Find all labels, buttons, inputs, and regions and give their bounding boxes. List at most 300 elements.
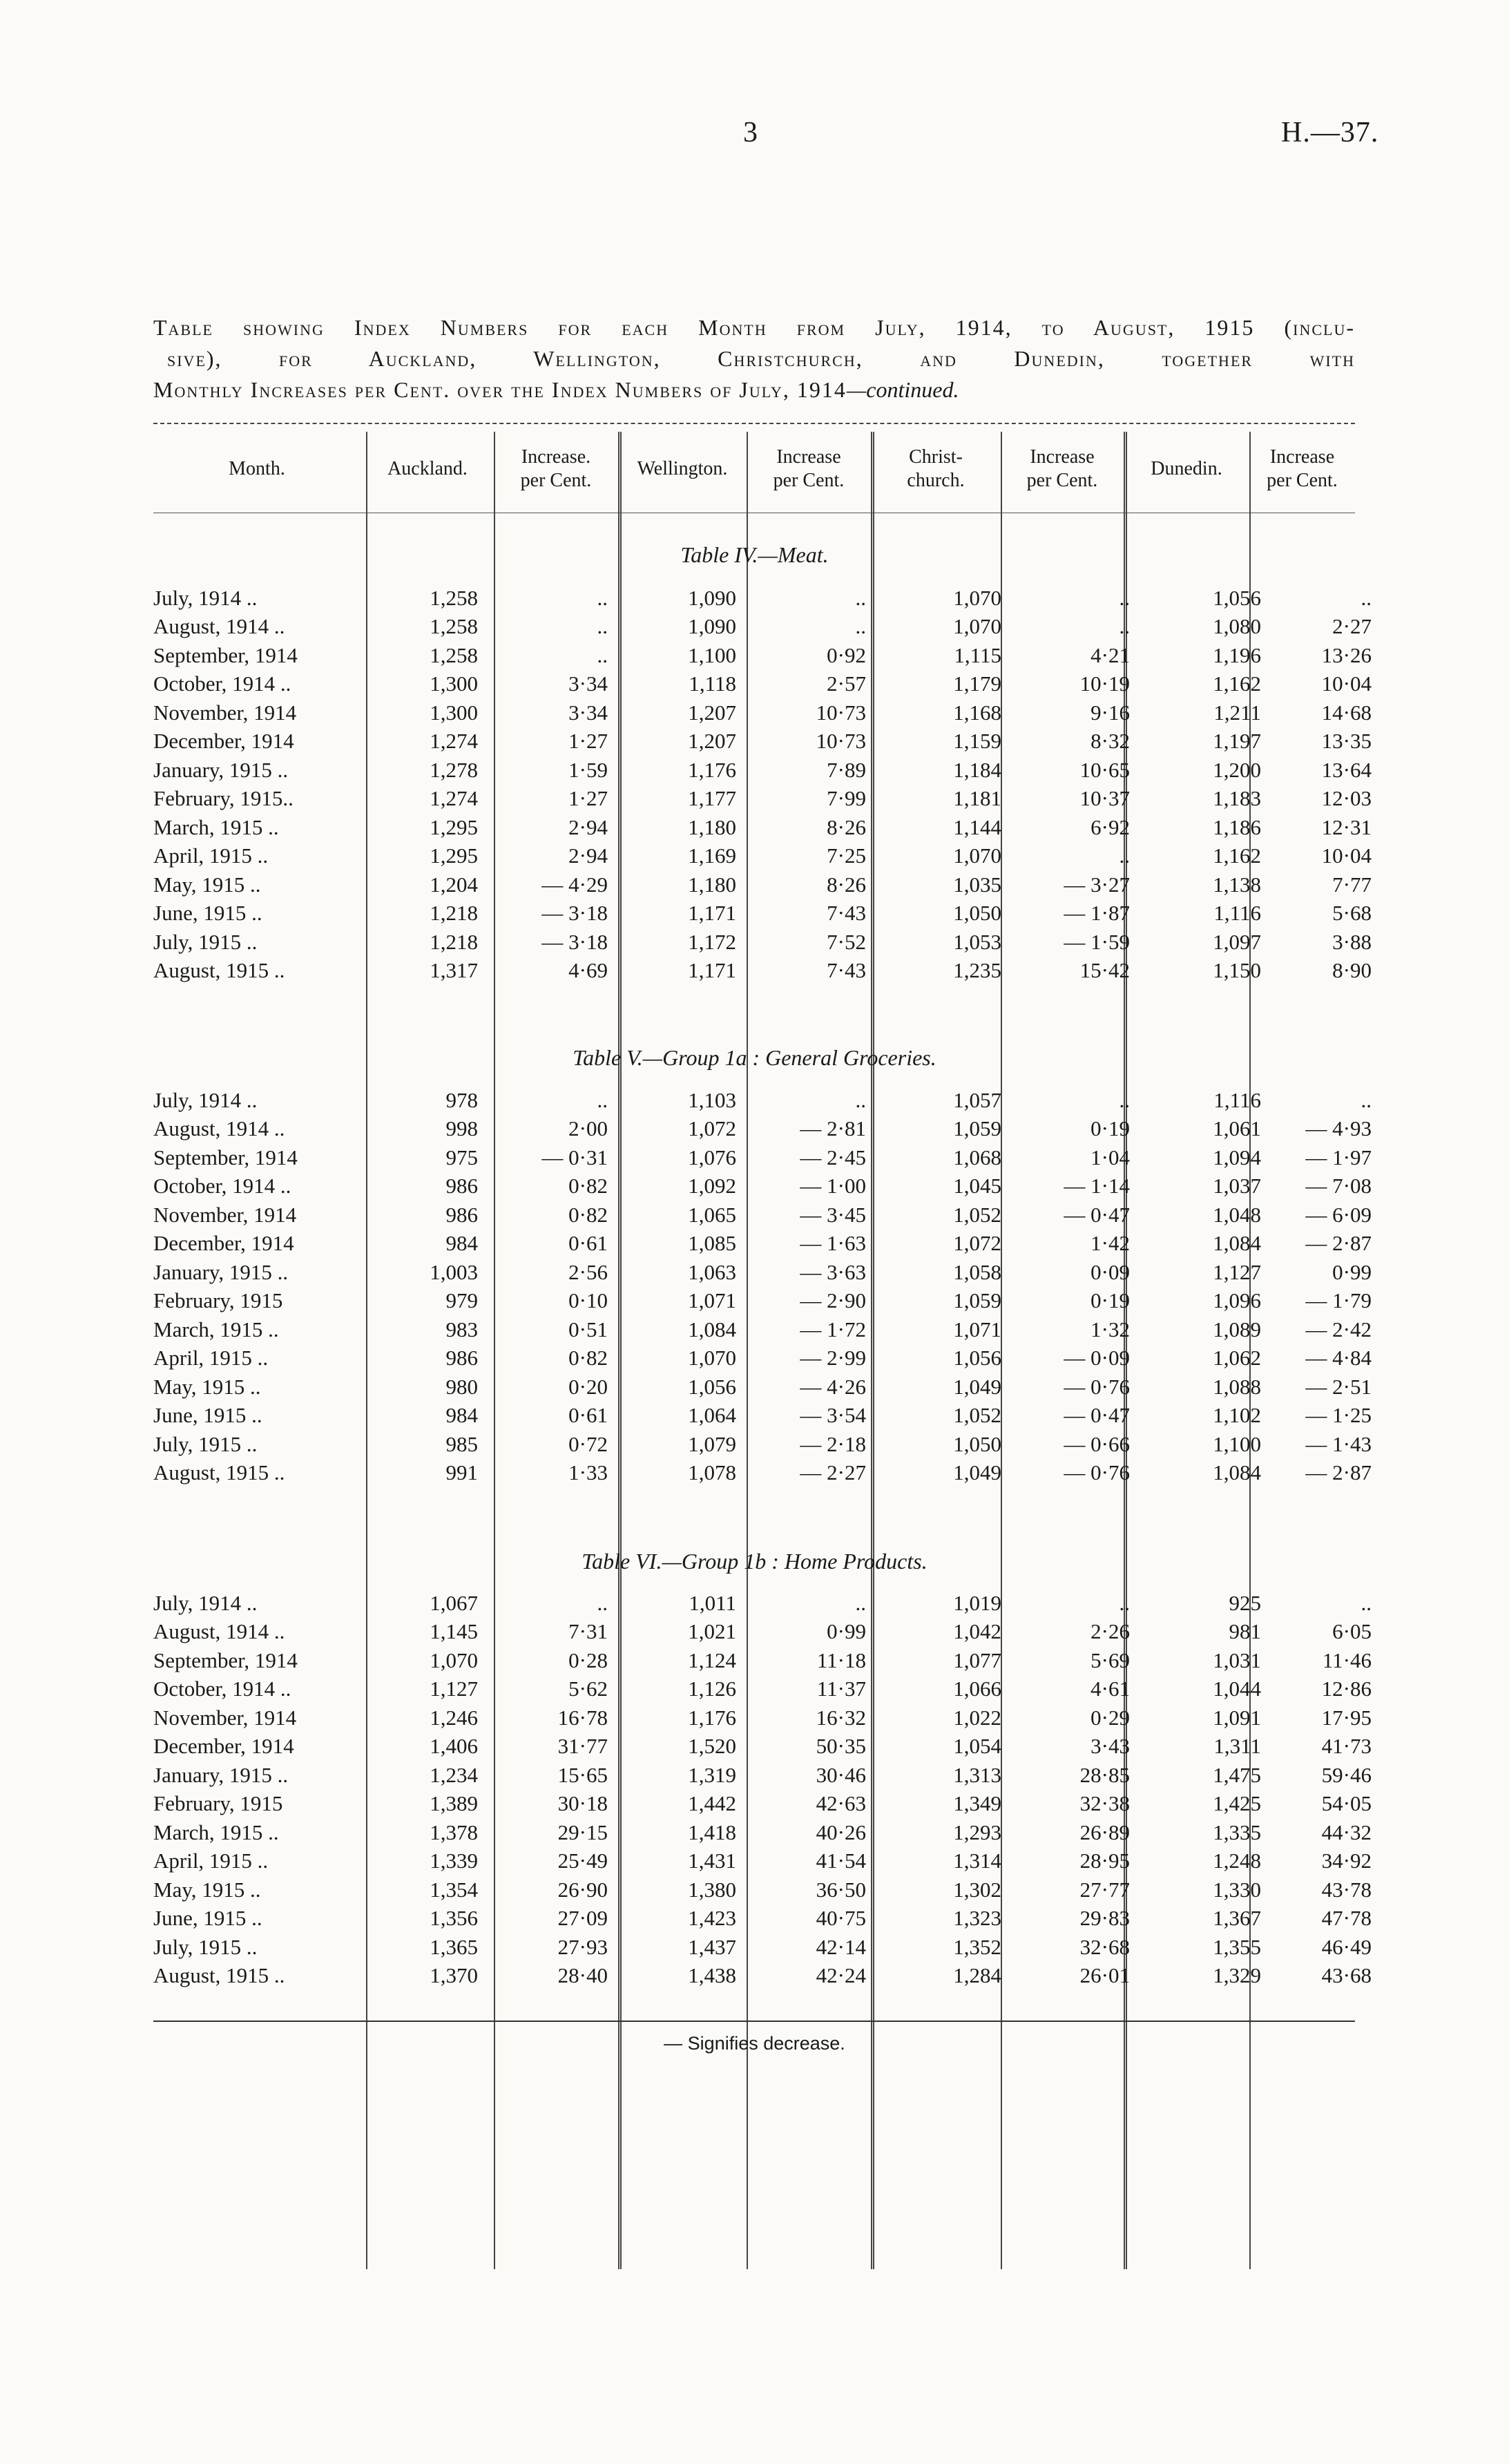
cell-month: May, 1915 ..: [153, 872, 261, 897]
table-row: [153, 1402, 1377, 1431]
cell-dunedin-increase: 47·78: [1321, 1906, 1372, 1931]
cell-christchurch: 1,284: [953, 1963, 1001, 1988]
col-header-christchurch-increase-2: per Cent.: [1026, 470, 1098, 491]
cell-wellington-increase: — 4·26: [800, 1374, 866, 1399]
cell-wellington-increase: 0·99: [827, 1619, 866, 1644]
cell-auckland: 978: [445, 1087, 478, 1112]
cell-wellington: 1,064: [688, 1403, 736, 1428]
cell-christchurch-increase: 26·89: [1079, 1820, 1130, 1844]
table-v-general-groceries: [153, 1086, 1377, 1487]
cell-christchurch-increase: 28·85: [1079, 1762, 1130, 1787]
cell-christchurch: 1,070: [953, 614, 1001, 639]
cell-dunedin: 1,425: [1213, 1791, 1261, 1816]
cell-christchurch-increase: 29·83: [1079, 1906, 1130, 1931]
cell-wellington-increase: 8·26: [827, 872, 866, 897]
table-row: [153, 1904, 1377, 1933]
cell-christchurch-increase: 1·04: [1090, 1145, 1130, 1169]
cell-auckland-increase: 25·49: [557, 1849, 608, 1873]
document-reference: H.—37.: [1281, 117, 1379, 149]
table-row: [153, 1761, 1377, 1790]
cell-auckland: 998: [445, 1116, 478, 1141]
cell-christchurch-increase: ..: [1119, 843, 1130, 868]
cell-christchurch-increase: 32·68: [1079, 1934, 1130, 1959]
cell-auckland: 984: [445, 1403, 478, 1428]
cell-wellington-increase: 30·46: [816, 1762, 866, 1787]
cell-dunedin: 1,044: [1213, 1677, 1261, 1701]
cell-dunedin: 1,311: [1213, 1734, 1261, 1759]
cell-month: May, 1915 ..: [153, 1374, 261, 1399]
cell-dunedin-increase: 11·46: [1322, 1648, 1372, 1672]
cell-month: April, 1915 ..: [153, 1849, 269, 1873]
cell-christchurch: 1,144: [953, 814, 1001, 839]
cell-dunedin-increase: — 1·43: [1305, 1431, 1372, 1456]
cell-auckland-increase: 2·56: [568, 1259, 608, 1284]
cell-dunedin-increase: 10·04: [1321, 843, 1372, 868]
cell-christchurch-increase: 28·95: [1079, 1849, 1130, 1873]
cell-wellington-increase: ..: [855, 614, 866, 639]
cell-dunedin-increase: 12·31: [1321, 814, 1372, 839]
cell-wellington: 1,180: [688, 872, 736, 897]
cell-dunedin: 1,183: [1213, 786, 1261, 811]
cell-auckland: 1,204: [430, 872, 478, 897]
cell-auckland: 986: [445, 1346, 478, 1371]
cell-auckland: 975: [445, 1145, 478, 1169]
cell-christchurch: 1,071: [953, 1317, 1001, 1341]
cell-christchurch: 1,077: [953, 1648, 1001, 1672]
cell-christchurch-increase: — 0·76: [1064, 1460, 1130, 1485]
cell-dunedin-increase: ..: [1361, 1590, 1372, 1615]
cell-auckland: 984: [445, 1231, 478, 1256]
cell-dunedin-increase: — 1·79: [1305, 1288, 1372, 1313]
cell-wellington: 1,090: [688, 585, 736, 610]
cell-auckland-increase: ..: [597, 642, 608, 667]
cell-christchurch-increase: 10·19: [1079, 671, 1130, 696]
cell-month: March, 1915 ..: [153, 1820, 279, 1844]
cell-christchurch: 1,035: [953, 872, 1001, 897]
cell-christchurch-increase: 15·42: [1079, 958, 1130, 983]
cell-wellington-increase: — 2·90: [800, 1288, 866, 1313]
cell-wellington: 1,172: [688, 929, 736, 954]
cell-auckland: 1,003: [430, 1259, 478, 1284]
cell-dunedin: 1,094: [1213, 1145, 1261, 1169]
cell-christchurch-increase: 10·37: [1079, 786, 1130, 811]
cell-auckland-increase: 0·51: [568, 1317, 608, 1341]
col-header-month: Month.: [229, 458, 285, 479]
col-header-wellington-increase-1: Increase: [776, 446, 841, 468]
col-header-wellington-increase: [747, 446, 871, 493]
cell-auckland-increase: 7·31: [568, 1619, 608, 1644]
cell-dunedin-increase: 46·49: [1321, 1934, 1372, 1959]
table-row: [153, 584, 1377, 613]
cell-christchurch: 1,293: [953, 1820, 1001, 1844]
cell-wellington: 1,076: [688, 1145, 736, 1169]
table-row: [153, 1675, 1377, 1704]
cell-wellington-increase: 50·35: [816, 1734, 866, 1759]
col-header-dunedin-increase: [1249, 446, 1355, 493]
cell-wellington-increase: 42·63: [816, 1791, 866, 1816]
cell-month: December, 1914: [153, 1231, 294, 1256]
cell-dunedin: 1,088: [1213, 1374, 1261, 1399]
cell-auckland-increase: 2·00: [568, 1116, 608, 1141]
cell-auckland-increase: 3·34: [568, 671, 608, 696]
cell-auckland: 1,354: [430, 1877, 478, 1902]
cell-auckland-increase: 29·15: [557, 1820, 608, 1844]
cell-auckland-increase: 0·10: [568, 1288, 608, 1313]
cell-dunedin-increase: 10·04: [1321, 671, 1372, 696]
cell-month: July, 1914 ..: [153, 585, 258, 610]
cell-christchurch: 1,072: [953, 1231, 1001, 1256]
cell-dunedin: 1,062: [1213, 1346, 1261, 1371]
cell-month: July, 1915 ..: [153, 929, 258, 954]
cell-month: December, 1914: [153, 1734, 294, 1759]
cell-wellington: 1,078: [688, 1460, 736, 1485]
table-bottom-rule: [153, 2021, 1355, 2022]
cell-dunedin: 1,084: [1213, 1231, 1261, 1256]
table-iv-title: Table IV.—Meat.: [680, 542, 829, 567]
cell-wellington: 1,056: [688, 1374, 736, 1399]
table-row: [153, 1430, 1377, 1459]
cell-auckland-increase: 0·72: [568, 1431, 608, 1456]
col-header-wellington: Wellington.: [637, 458, 728, 479]
cell-wellington-increase: — 1·00: [800, 1174, 866, 1198]
cell-dunedin-increase: 43·68: [1321, 1963, 1372, 1988]
table-row: [153, 670, 1377, 699]
cell-month: September, 1914: [153, 1648, 298, 1672]
cell-wellington-increase: 40·26: [816, 1820, 866, 1844]
col-header-christchurch-increase-1: Increase: [1030, 446, 1095, 468]
cell-dunedin: 1,162: [1213, 671, 1261, 696]
cell-dunedin: 1,162: [1213, 843, 1261, 868]
table-row: [153, 1344, 1377, 1373]
cell-christchurch: 1,059: [953, 1116, 1001, 1141]
cell-month: August, 1914 ..: [153, 1116, 285, 1141]
cell-month: April, 1915 ..: [153, 843, 269, 868]
cell-christchurch: 1,052: [953, 1403, 1001, 1428]
table-iv-meat: [153, 584, 1377, 985]
cell-dunedin: 1,196: [1213, 642, 1261, 667]
cell-wellington-increase: 7·43: [827, 958, 866, 983]
table-row: [153, 1646, 1377, 1675]
cell-christchurch: 1,042: [953, 1619, 1001, 1644]
cell-christchurch: 1,052: [953, 1202, 1001, 1227]
table-row: [153, 1703, 1377, 1732]
table-row: [153, 870, 1377, 899]
cell-auckland-increase: — 0·31: [541, 1145, 608, 1169]
cell-dunedin-increase: — 2·87: [1305, 1460, 1372, 1485]
table-row: [153, 1790, 1377, 1819]
heading-continued: —continued.: [846, 377, 959, 402]
cell-dunedin: 1,330: [1213, 1877, 1261, 1902]
cell-auckland: 980: [445, 1374, 478, 1399]
cell-dunedin-increase: — 4·84: [1305, 1346, 1372, 1371]
heading-line-3: [153, 377, 959, 402]
cell-dunedin: 1,056: [1213, 585, 1261, 610]
cell-auckland-increase: 0·82: [568, 1346, 608, 1371]
cell-month: February, 1915..: [153, 786, 294, 811]
table-row: [153, 756, 1377, 785]
cell-christchurch-increase: — 1·59: [1064, 929, 1130, 954]
col-header-christchurch: [871, 446, 1001, 493]
cell-auckland-increase: 2·94: [568, 843, 608, 868]
cell-auckland-increase: 1·33: [568, 1460, 608, 1485]
cell-auckland-increase: — 3·18: [541, 901, 608, 926]
cell-wellington: 1,207: [688, 729, 736, 754]
cell-auckland-increase: 31·77: [557, 1734, 608, 1759]
page-number: 3: [743, 117, 758, 149]
cell-dunedin-increase: — 7·08: [1305, 1174, 1372, 1198]
cell-christchurch-increase: ..: [1119, 614, 1130, 639]
cell-wellington-increase: 42·24: [816, 1963, 866, 1988]
cell-christchurch-increase: — 0·66: [1064, 1431, 1130, 1456]
cell-wellington: 1,085: [688, 1231, 736, 1256]
cell-dunedin: 1,150: [1213, 958, 1261, 983]
cell-auckland: 1,067: [430, 1590, 478, 1615]
cell-christchurch: 1,159: [953, 729, 1001, 754]
cell-auckland: 1,365: [430, 1934, 478, 1959]
cell-wellington-increase: 7·52: [827, 929, 866, 954]
table-heading: [153, 312, 1355, 405]
cell-dunedin: 1,102: [1213, 1403, 1261, 1428]
cell-christchurch-increase: — 0·76: [1064, 1374, 1130, 1399]
cell-wellington: 1,084: [688, 1317, 736, 1341]
cell-christchurch-increase: 2·26: [1090, 1619, 1130, 1644]
cell-wellington-increase: ..: [855, 585, 866, 610]
cell-month: October, 1914 ..: [153, 1677, 291, 1701]
cell-month: November, 1914: [153, 1202, 297, 1227]
cell-christchurch: 1,313: [953, 1762, 1001, 1787]
cell-wellington: 1,438: [688, 1963, 736, 1988]
cell-dunedin-increase: 54·05: [1321, 1791, 1372, 1816]
cell-auckland: 1,070: [430, 1648, 478, 1672]
table-row: [153, 641, 1377, 670]
cell-month: October, 1914 ..: [153, 1174, 291, 1198]
cell-christchurch-increase: — 0·09: [1064, 1346, 1130, 1371]
cell-christchurch-increase: 4·61: [1090, 1677, 1130, 1701]
cell-auckland: 1,378: [430, 1820, 478, 1844]
cell-christchurch-increase: 32·38: [1079, 1791, 1130, 1816]
cell-christchurch-increase: — 3·27: [1064, 872, 1130, 897]
cell-auckland-increase: 15·65: [557, 1762, 608, 1787]
cell-auckland-increase: 26·90: [557, 1877, 608, 1902]
cell-dunedin: 1,048: [1213, 1202, 1261, 1227]
cell-christchurch-increase: 26·01: [1079, 1963, 1130, 1988]
cell-auckland-increase: ..: [597, 585, 608, 610]
cell-dunedin: 1,248: [1213, 1849, 1261, 1873]
cell-dunedin: 1,335: [1213, 1820, 1261, 1844]
cell-christchurch-increase: 1·42: [1090, 1231, 1130, 1256]
cell-dunedin-increase: ..: [1361, 1087, 1372, 1112]
cell-wellington: 1,177: [688, 786, 736, 811]
cell-dunedin-increase: 34·92: [1321, 1849, 1372, 1873]
cell-month: August, 1915 ..: [153, 1460, 285, 1485]
cell-auckland: 1,218: [430, 929, 478, 954]
cell-auckland: 985: [445, 1431, 478, 1456]
cell-christchurch: 1,022: [953, 1705, 1001, 1730]
cell-wellington: 1,176: [688, 1705, 736, 1730]
table-row: [153, 813, 1377, 842]
cell-auckland-increase: — 3·18: [541, 929, 608, 954]
cell-auckland: 986: [445, 1202, 478, 1227]
cell-dunedin-increase: 59·46: [1321, 1762, 1372, 1787]
cell-month: December, 1914: [153, 729, 294, 754]
cell-auckland: 1,389: [430, 1791, 478, 1816]
cell-auckland-increase: ..: [597, 1590, 608, 1615]
cell-auckland-increase: 16·78: [557, 1705, 608, 1730]
cell-auckland: 1,295: [430, 843, 478, 868]
table-row: [153, 1732, 1377, 1761]
table-row: [153, 1847, 1377, 1876]
col-header-auckland-increase: [494, 446, 618, 493]
cell-wellington-increase: — 3·45: [800, 1202, 866, 1227]
cell-wellington: 1,442: [688, 1791, 736, 1816]
cell-wellington-increase: 10·73: [816, 700, 866, 725]
heading-line-1: Table showing Index Numbers for each Month from July, 1914, to August, 1915 (inclu-: [153, 315, 1355, 340]
cell-auckland-increase: 27·93: [557, 1934, 608, 1959]
cell-auckland-increase: 0·28: [568, 1648, 608, 1672]
cell-wellington-increase: — 1·72: [800, 1317, 866, 1341]
cell-auckland-increase: ..: [597, 614, 608, 639]
cell-wellington: 1,418: [688, 1820, 736, 1844]
cell-dunedin: 1,138: [1213, 872, 1261, 897]
cell-month: August, 1915 ..: [153, 958, 285, 983]
cell-auckland: 1,274: [430, 786, 478, 811]
cell-auckland: 1,246: [430, 1705, 478, 1730]
cell-wellington: 1,171: [688, 958, 736, 983]
cell-auckland-increase: 28·40: [557, 1963, 608, 1988]
cell-dunedin: 1,475: [1213, 1762, 1261, 1787]
cell-month: February, 1915: [153, 1791, 283, 1816]
cell-christchurch-increase: 3·43: [1090, 1734, 1130, 1759]
col-header-auckland-increase-2: per Cent.: [520, 470, 592, 491]
cell-christchurch-increase: — 1·87: [1064, 901, 1130, 926]
cell-auckland: 1,258: [430, 614, 478, 639]
cell-auckland-increase: 0·20: [568, 1374, 608, 1399]
cell-dunedin: 1,084: [1213, 1460, 1261, 1485]
cell-month: January, 1915 ..: [153, 1762, 289, 1787]
cell-wellington-increase: 41·54: [816, 1849, 866, 1873]
cell-auckland: 1,339: [430, 1849, 478, 1873]
cell-christchurch-increase: 27·77: [1079, 1877, 1130, 1902]
cell-christchurch-increase: ..: [1119, 1087, 1130, 1112]
cell-auckland: 1,258: [430, 642, 478, 667]
cell-auckland-increase: — 4·29: [541, 872, 608, 897]
cell-christchurch-increase: — 1·14: [1064, 1174, 1130, 1198]
cell-wellington: 1,103: [688, 1087, 736, 1112]
cell-wellington: 1,431: [688, 1849, 736, 1873]
table-row: [153, 1933, 1377, 1962]
cell-dunedin: 1,097: [1213, 929, 1261, 954]
col-header-dunedin: Dunedin.: [1151, 458, 1222, 479]
cell-month: February, 1915: [153, 1288, 283, 1313]
table-row: [153, 1143, 1377, 1172]
cell-dunedin-increase: 12·03: [1321, 786, 1372, 811]
cell-dunedin-increase: 17·95: [1321, 1705, 1372, 1730]
cell-christchurch-increase: 0·19: [1090, 1288, 1130, 1313]
cell-month: August, 1914 ..: [153, 1619, 285, 1644]
cell-wellington-increase: 7·89: [827, 757, 866, 782]
cell-auckland-increase: ..: [597, 1087, 608, 1112]
cell-christchurch: 1,115: [954, 642, 1001, 667]
table-row: [153, 1589, 1377, 1618]
cell-month: October, 1914 ..: [153, 671, 291, 696]
table-row: [153, 1818, 1377, 1847]
cell-month: September, 1914: [153, 642, 298, 667]
col-header-dunedin-increase-1: Increase: [1269, 446, 1335, 468]
table-v-title: Table V.—Group 1a : General Groceries.: [573, 1045, 936, 1070]
cell-wellington-increase: 40·75: [816, 1906, 866, 1931]
cell-wellington-increase: 10·73: [816, 729, 866, 754]
cell-wellington: 1,079: [688, 1431, 736, 1456]
cell-wellington-increase: 7·43: [827, 901, 866, 926]
heading-line-2: sive), for Auckland, Wellington, Christchurch, and Dunedin, together with: [167, 346, 1355, 371]
cell-dunedin: 1,211: [1213, 700, 1261, 725]
cell-wellington: 1,090: [688, 614, 736, 639]
cell-auckland: 991: [445, 1460, 478, 1485]
cell-christchurch: 1,314: [953, 1849, 1001, 1873]
cell-dunedin-increase: 0·99: [1332, 1259, 1372, 1284]
cell-wellington: 1,171: [688, 901, 736, 926]
cell-auckland: 983: [445, 1317, 478, 1341]
cell-dunedin: 1,197: [1213, 729, 1261, 754]
cell-dunedin: 1,200: [1213, 757, 1261, 782]
cell-dunedin-increase: — 2·87: [1305, 1231, 1372, 1256]
table-row: [153, 842, 1377, 871]
cell-month: July, 1915 ..: [153, 1431, 258, 1456]
cell-christchurch-increase: — 0·47: [1064, 1403, 1130, 1428]
cell-dunedin-increase: 13·64: [1321, 757, 1372, 782]
cell-month: August, 1914 ..: [153, 614, 285, 639]
col-header-christchurch-2: church.: [907, 470, 965, 491]
cell-auckland: 1,370: [430, 1963, 478, 1988]
cell-wellington-increase: 7·99: [827, 786, 866, 811]
cell-auckland: 1,127: [430, 1677, 478, 1701]
col-header-auckland-increase-1: Increase.: [521, 446, 591, 468]
cell-wellington-increase: 36·50: [816, 1877, 866, 1902]
cell-dunedin-increase: 44·32: [1321, 1820, 1372, 1844]
cell-dunedin: 1,091: [1213, 1705, 1261, 1730]
cell-christchurch: 1,053: [953, 929, 1001, 954]
table-row: [153, 1962, 1377, 1991]
cell-christchurch: 1,068: [953, 1145, 1001, 1169]
cell-wellington: 1,092: [688, 1174, 736, 1198]
col-header-auckland: Auckland.: [387, 458, 468, 479]
cell-auckland-increase: 1·59: [568, 757, 608, 782]
cell-christchurch: 1,070: [953, 843, 1001, 868]
cell-month: June, 1915 ..: [153, 1403, 262, 1428]
table-row: [153, 1230, 1377, 1259]
cell-christchurch: 1,057: [953, 1087, 1001, 1112]
cell-month: June, 1915 ..: [153, 901, 262, 926]
cell-wellington-increase: — 2·99: [800, 1346, 866, 1371]
cell-auckland-increase: 3·34: [568, 700, 608, 725]
table-row: [153, 727, 1377, 756]
cell-wellington: 1,380: [688, 1877, 736, 1902]
cell-wellington-increase: ..: [855, 1590, 866, 1615]
cell-wellington-increase: 11·37: [816, 1677, 866, 1701]
cell-dunedin-increase: 5·68: [1332, 901, 1372, 926]
cell-dunedin: 1,116: [1213, 901, 1261, 926]
cell-wellington: 1,071: [688, 1288, 736, 1313]
cell-christchurch: 1,054: [953, 1734, 1001, 1759]
table-row: [153, 899, 1377, 928]
cell-wellington: 1,520: [688, 1734, 736, 1759]
cell-dunedin: 1,080: [1213, 614, 1261, 639]
cell-christchurch-increase: 6·92: [1090, 814, 1130, 839]
cell-auckland: 1,300: [430, 671, 478, 696]
cell-wellington-increase: ..: [855, 1087, 866, 1112]
cell-dunedin: 1,329: [1213, 1963, 1261, 1988]
cell-dunedin: 925: [1229, 1590, 1261, 1615]
